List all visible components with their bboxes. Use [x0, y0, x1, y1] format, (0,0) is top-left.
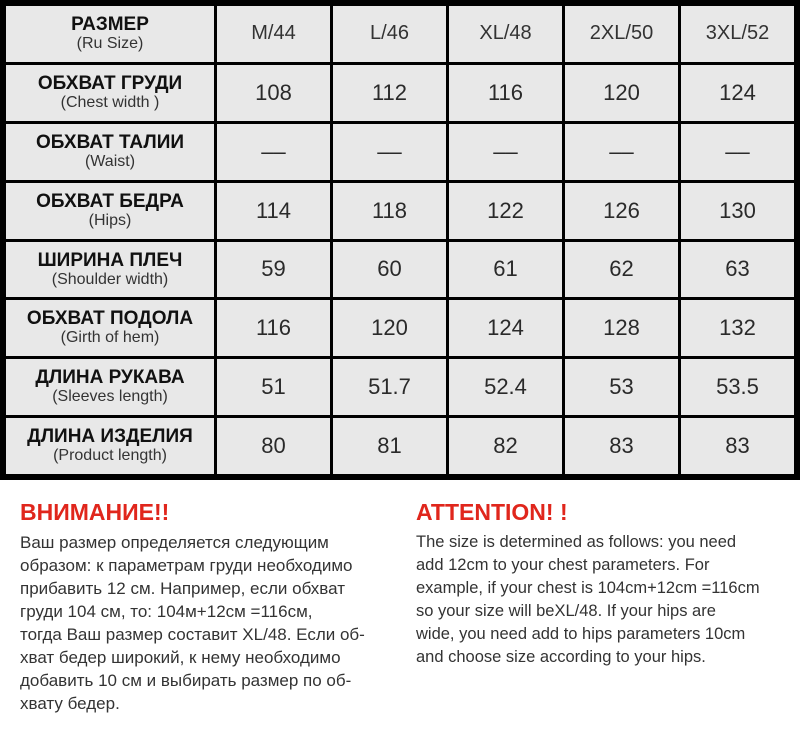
value-cell: 53 — [565, 359, 678, 415]
row-label-cell — [6, 124, 214, 180]
value-cell: 81 — [333, 418, 446, 474]
value-cell: 60 — [333, 242, 446, 298]
value-cell: 132 — [681, 300, 794, 356]
value-cell: 51.7 — [333, 359, 446, 415]
row-label-cell — [6, 359, 214, 415]
header-label-en: (Ru Size) — [76, 35, 144, 52]
value-cell: 122 — [449, 183, 562, 239]
row-label-cell — [6, 242, 214, 298]
value-cell: 83 — [681, 418, 794, 474]
size-header: 3XL/52 — [681, 6, 794, 62]
value-cell: 130 — [681, 183, 794, 239]
size-header: XL/48 — [449, 6, 562, 62]
value-cell: 61 — [449, 242, 562, 298]
row-label-ru: ОБХВАТ ГРУДИ — [37, 72, 183, 94]
value-cell: 116 — [449, 65, 562, 121]
value-cell: 116 — [217, 300, 330, 356]
value-cell: 120 — [565, 65, 678, 121]
value-cell: 80 — [217, 418, 330, 474]
value-cell: 82 — [449, 418, 562, 474]
row-label-cell — [6, 418, 214, 474]
value-cell: 120 — [333, 300, 446, 356]
row-label-ru: ДЛИНА ИЗДЕЛИЯ — [27, 426, 193, 448]
value-cell: –– — [449, 124, 562, 180]
value-cell: 62 — [565, 242, 678, 298]
value-cell: 124 — [449, 300, 562, 356]
row-label-ru: ОБХВАТ ТАЛИИ — [35, 131, 185, 153]
value-cell: 124 — [681, 65, 794, 121]
attention-text-ru: Ваш размер определяется следующим образом: к параметрам груди необходимо прибавить 12 см. Например, если обхват груди 104 см, то: 104м+12см =116см, тогда Ваш размер составит XL/48. Если об- хват бедер широкий, к нему необходимо добавить 10 см и выбирать размер по об- хвату бедер. — [20, 533, 365, 714]
size-header: 2XL/50 — [565, 6, 678, 62]
row-label-en: (Product length) — [53, 447, 167, 465]
value-cell: 53.5 — [681, 359, 794, 415]
row-label-en: (Waist) — [84, 152, 136, 170]
value-cell: 83 — [565, 418, 678, 474]
value-cell: 112 — [333, 65, 446, 121]
notes-ru — [20, 500, 405, 715]
value-cell: 59 — [217, 242, 330, 298]
row-label-en: (Hips) — [88, 211, 132, 229]
value-cell: 52.4 — [449, 359, 562, 415]
attention-text-en: The size is determined as follows: you need add 12cm to your chest parameters. For example, if your chest is 104cm+12cm =116cm so your size will beXL/48. If your hips are wide, you need add to hips parameters 10cm and choose size according to your hips. — [416, 533, 760, 667]
row-label-ru: ОБХВАТ ПОДОЛА — [26, 308, 194, 330]
value-cell: 63 — [681, 242, 794, 298]
row-label-en: (Shoulder width) — [51, 270, 169, 288]
value-cell: 118 — [333, 183, 446, 239]
row-label-en: (Girth of hem) — [60, 329, 160, 347]
value-cell: 128 — [565, 300, 678, 356]
size-header: M/44 — [217, 6, 330, 62]
row-label-ru: ОБХВАТ БЕДРА — [36, 190, 184, 212]
attention-heading-en: ATTENTION! ! — [416, 499, 568, 525]
value-cell: 51 — [217, 359, 330, 415]
row-label-cell — [6, 65, 214, 121]
row-label-cell — [6, 183, 214, 239]
row-label-en: (Sleeves length) — [52, 388, 168, 406]
header-label-cell — [6, 6, 214, 62]
header-label-ru: РАЗМЕР — [71, 14, 149, 36]
value-cell: 114 — [217, 183, 330, 239]
value-cell: 126 — [565, 183, 678, 239]
value-cell: –– — [565, 124, 678, 180]
value-cell: –– — [681, 124, 794, 180]
attention-heading-ru: ВНИМАНИЕ!! — [20, 499, 170, 525]
value-cell: 108 — [217, 65, 330, 121]
notes-en — [416, 500, 796, 669]
value-cell: –– — [333, 124, 446, 180]
row-label-cell — [6, 300, 214, 356]
value-cell: –– — [217, 124, 330, 180]
size-header: L/46 — [333, 6, 446, 62]
row-label-ru: ШИРИНА ПЛЕЧ — [37, 249, 183, 271]
row-label-ru: ДЛИНА РУКАВА — [35, 367, 185, 389]
row-label-en: (Chest width ) — [60, 93, 160, 111]
